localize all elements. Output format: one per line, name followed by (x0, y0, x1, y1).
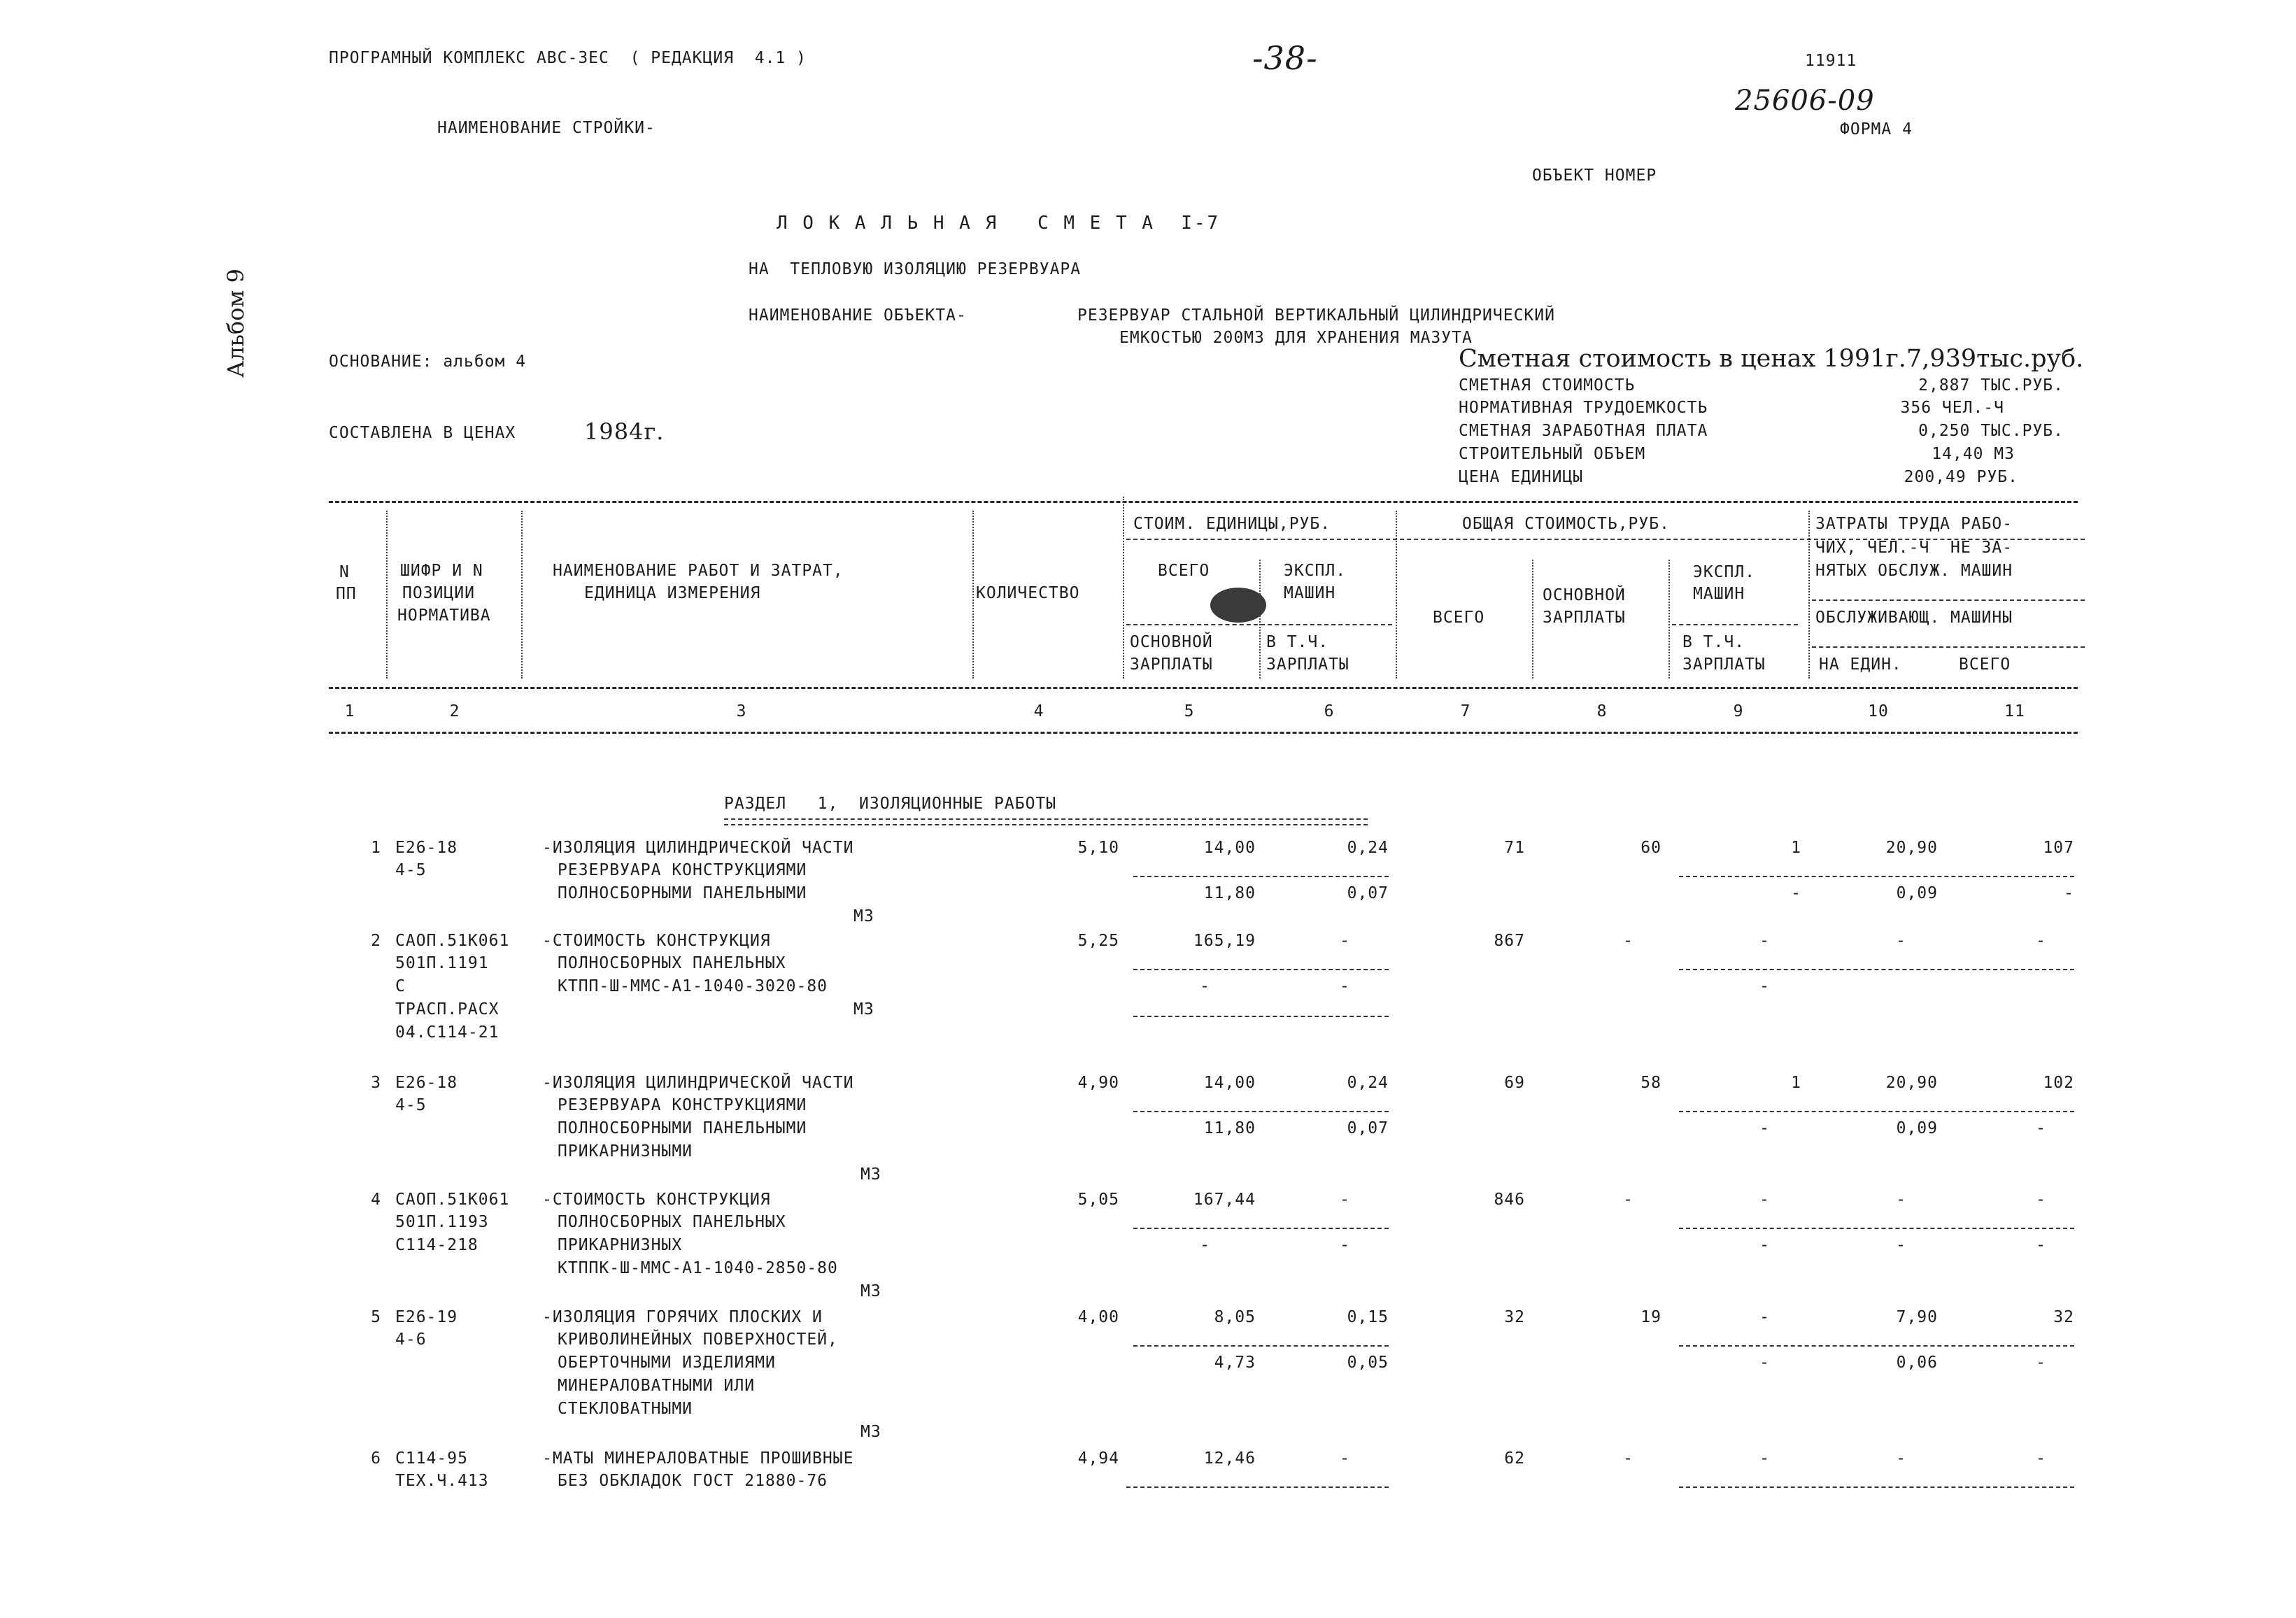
hdr-bottom-rule (329, 687, 2078, 689)
sostavlena-year: 1984г. (584, 418, 665, 445)
col-number: 11 (2004, 702, 2025, 721)
row-c10b: 0,09 (1896, 884, 1938, 902)
row-n: 5 (371, 1308, 381, 1326)
hdr-col2-a: ШИФР И N (400, 562, 483, 580)
row-c11: 102 (2043, 1074, 2074, 1092)
hdr-unit-machines-a: ЭКСПЛ. (1284, 562, 1347, 580)
row-code: 501П.1193 (395, 1213, 489, 1231)
summary-label: СТРОИТЕЛЬНЫЙ ОБЪЕМ (1459, 445, 1646, 463)
row-name: -СТОИМОСТЬ КОНСТРУКЦИЯ (542, 932, 771, 950)
row-c7: 846 (1494, 1191, 1525, 1209)
row-c5b: 4,73 (1214, 1354, 1256, 1372)
row-c5: 165,19 (1193, 932, 1256, 950)
summary-label: ЦЕНА ЕДИНИЦЫ (1459, 468, 1584, 486)
col-sep (1259, 560, 1261, 679)
object-line-2: ЕМКОСТЬЮ 200М3 ДЛЯ ХРАНЕНИЯ МАЗУТА (1119, 329, 1473, 347)
row-c7: 62 (1504, 1449, 1525, 1468)
row-c11: 107 (2043, 839, 2074, 857)
hdr-labor-total: ВСЕГО (1959, 655, 2011, 674)
row-c5: 14,00 (1203, 1074, 1256, 1092)
row-name: БЕЗ ОБКЛАДОК ГОСТ 21880-76 (558, 1472, 828, 1490)
row-c5: 12,46 (1203, 1449, 1256, 1468)
row-c5: 8,05 (1214, 1308, 1256, 1326)
osnovanie: ОСНОВАНИЕ: альбом 4 (329, 353, 527, 371)
row-c9: - (1759, 932, 1770, 950)
row-name: ПОЛНОСБОРНЫМИ ПАНЕЛЬНЫМИ (558, 884, 807, 902)
row-code: 501П.1191 (395, 954, 489, 972)
row-c8: 58 (1640, 1074, 1661, 1092)
row-c5b: 11,80 (1203, 1119, 1256, 1137)
hdr-col4: КОЛИЧЕСТВО (976, 584, 1080, 602)
hdr-total-salary-a: ОСНОВНОЙ (1543, 586, 1626, 604)
row-c8: 19 (1640, 1308, 1661, 1326)
summary-value: 356 ЧЕЛ.-Ч (1900, 399, 2004, 417)
sub-rule (1679, 1345, 2074, 1347)
row-c6b: 0,07 (1347, 1119, 1389, 1137)
code-top: 11911 (1805, 52, 1857, 70)
row-c9b: - (1759, 977, 1770, 995)
hdr-col1-b: ПП (336, 585, 357, 603)
row-name: КРИВОЛИНЕЙНЫХ ПОВЕРХНОСТЕЙ, (558, 1330, 838, 1349)
col-number: 6 (1324, 702, 1335, 721)
hdr-total-all: ВСЕГО (1433, 609, 1485, 627)
row-qty: 5,05 (1077, 1191, 1119, 1209)
summary-value: 2,887 ТЫС.РУБ. (1918, 376, 2064, 395)
col-number: 8 (1596, 702, 1608, 721)
object-line-1: РЕЗЕРВУАР СТАЛЬНОЙ ВЕРТИКАЛЬНЫЙ ЦИЛИНДРИЧЕСКИЙ (1077, 306, 1555, 325)
hdr-col3-a: НАИМЕНОВАНИЕ РАБОТ И ЗАТРАТ, (553, 562, 844, 580)
row-n: 2 (371, 932, 381, 950)
ink-blot (1210, 588, 1266, 623)
sub-rule (1679, 969, 2074, 970)
row-code: Е26-18 (395, 1074, 458, 1092)
col-sep (1396, 511, 1397, 679)
row-code: Е26-19 (395, 1308, 458, 1326)
object-label: НАИМЕНОВАНИЕ ОБЪЕКТА- (749, 306, 967, 325)
col-sep (972, 511, 974, 679)
hdr-total-incl-b: ЗАРПЛАТЫ (1682, 655, 1766, 674)
hdr-unit-salary-b: ЗАРПЛАТЫ (1130, 655, 1213, 674)
col-number: 1 (344, 702, 355, 721)
row-n: 3 (371, 1074, 381, 1092)
row-c7: 71 (1504, 839, 1525, 857)
section-underline (724, 818, 1368, 825)
row-code: САОП.51К061 (395, 1191, 510, 1209)
col-sep (1123, 497, 1124, 679)
row-c8: - (1623, 1191, 1634, 1209)
col-sep (1532, 560, 1533, 679)
col-number-rule (329, 732, 2078, 734)
col-number: 5 (1184, 702, 1195, 721)
row-code: 4-5 (395, 1096, 427, 1114)
sub-rule (1679, 876, 2074, 877)
hdr-rule (1672, 624, 1798, 625)
sub-rule (1133, 876, 1389, 877)
smeta-title: Л О К А Л Ь Н А Я С М Е Т А I-7 (777, 213, 1221, 234)
row-c6: - (1340, 1449, 1350, 1468)
row-code: 4-6 (395, 1330, 427, 1349)
row-code: Е26-18 (395, 839, 458, 857)
row-unit: М3 (860, 1282, 881, 1300)
row-name: РЕЗЕРВУАРА КОНСТРУКЦИЯМИ (558, 1096, 807, 1114)
row-c10: 7,90 (1896, 1308, 1938, 1326)
cost-1991: Сметная стоимость в ценах 1991г.7,939тыс.руб. (1459, 345, 2084, 373)
hdr-rule (1812, 599, 2085, 601)
row-code: С114-218 (395, 1236, 479, 1254)
row-name: -ИЗОЛЯЦИЯ ЦИЛИНДРИЧЕСКОЙ ЧАСТИ (542, 1074, 854, 1092)
row-c9: - (1759, 1449, 1770, 1468)
row-name: МИНЕРАЛОВАТНЫМИ ИЛИ (558, 1377, 756, 1395)
row-name: -ИЗОЛЯЦИЯ ЦИЛИНДРИЧЕСКОЙ ЧАСТИ (542, 839, 854, 857)
row-name: ПОЛНОСБОРНЫМИ ПАНЕЛЬНЫМИ (558, 1119, 807, 1137)
row-c7: 867 (1494, 932, 1525, 950)
row-c10: 20,90 (1885, 839, 1938, 857)
col-sep (521, 511, 523, 679)
col-number: 7 (1460, 702, 1471, 721)
row-c9: - (1759, 1308, 1770, 1326)
hdr-rule (1812, 646, 2085, 648)
hdr-labor-serv: ОБСЛУЖИВАЮЩ. МАШИНЫ (1815, 609, 2013, 627)
row-name: -ИЗОЛЯЦИЯ ГОРЯЧИХ ПЛОСКИХ И (542, 1308, 823, 1326)
hdr-col2-b: ПОЗИЦИИ (402, 584, 475, 602)
table-top-rule (329, 501, 2078, 503)
row-c11: 32 (2053, 1308, 2074, 1326)
sub-rule (1133, 1228, 1389, 1229)
col-number: 10 (1868, 702, 1889, 721)
summary-label: СМЕТНАЯ СТОИМОСТЬ (1459, 376, 1636, 395)
row-c7: 69 (1504, 1074, 1525, 1092)
row-c9: 1 (1791, 839, 1801, 857)
row-c6b: 0,07 (1347, 884, 1389, 902)
row-code: С114-95 (395, 1449, 468, 1468)
row-qty: 5,10 (1077, 839, 1119, 857)
row-name: ОБЕРТОЧНЫМИ ИЗДЕЛИЯМИ (558, 1354, 776, 1372)
row-c8: - (1623, 1449, 1634, 1468)
row-unit: М3 (860, 1423, 881, 1441)
section-title: РАЗДЕЛ 1, ИЗОЛЯЦИОННЫЕ РАБОТЫ (724, 795, 1057, 813)
hdr-total-machines-b: МАШИН (1693, 585, 1745, 603)
row-c8: - (1623, 932, 1634, 950)
row-name: КТППК-Ш-ММС-А1-1040-2850-80 (558, 1259, 838, 1277)
sub-rule (1679, 1486, 2074, 1488)
hdr-total-cost: ОБЩАЯ СТОИМОСТЬ,РУБ. (1462, 515, 1670, 533)
row-c7: 32 (1504, 1308, 1525, 1326)
row-c11b: - (2064, 884, 2074, 902)
summary-value: 200,49 РУБ. (1904, 468, 2018, 486)
col-number: 3 (736, 702, 747, 721)
row-c8: 60 (1640, 839, 1661, 857)
row-name: ПРИКАРНИЗНЫХ (558, 1236, 683, 1254)
row-code: ТРАСП.РАСХ (395, 1000, 499, 1019)
doc-number: 25606-09 (1735, 85, 1875, 117)
summary-value: 0,250 ТЫС.РУБ. (1918, 422, 2064, 440)
row-name: ПОЛНОСБОРНЫХ ПАНЕЛЬНЫХ (558, 954, 786, 972)
row-name: ПРИКАРНИЗНЫМИ (558, 1142, 693, 1161)
row-name: КТПП-Ш-ММС-А1-1040-3020-80 (558, 977, 828, 995)
row-qty: 4,94 (1077, 1449, 1119, 1468)
row-c6: - (1340, 1191, 1350, 1209)
hdr-unit-incl-b: ЗАРПЛАТЫ (1266, 655, 1349, 674)
row-name: ПОЛНОСБОРНЫХ ПАНЕЛЬНЫХ (558, 1213, 786, 1231)
hdr-unit-salary-a: ОСНОВНОЙ (1130, 633, 1213, 651)
row-c11: - (2036, 1191, 2046, 1209)
row-c10b: 0,09 (1896, 1119, 1938, 1137)
row-c11b: - (2036, 1354, 2046, 1372)
hdr-unit-incl-a: В Т.Ч. (1266, 633, 1329, 651)
row-c6b: 0,05 (1347, 1354, 1389, 1372)
row-c5: 167,44 (1193, 1191, 1256, 1209)
hdr-unit-total: ВСЕГО (1158, 562, 1210, 580)
summary-label: НОРМАТИВНАЯ ТРУДОЕМКОСТЬ (1459, 399, 1708, 417)
col-number: 2 (449, 702, 460, 721)
col-sep (386, 511, 388, 679)
summary-label: СМЕТНАЯ ЗАРАБОТНАЯ ПЛАТА (1459, 422, 1708, 440)
row-c5: 14,00 (1203, 839, 1256, 857)
row-c9: 1 (1791, 1074, 1801, 1092)
row-qty: 4,90 (1077, 1074, 1119, 1092)
hdr-labor-c: НЯТЫХ ОБСЛУЖ. МАШИН (1815, 562, 2013, 580)
row-code: 04.С114-21 (395, 1023, 499, 1042)
col-number: 9 (1733, 702, 1744, 721)
row-name: -МАТЫ МИНЕРАЛОВАТНЫЕ ПРОШИВНЫЕ (542, 1449, 854, 1468)
row-unit: М3 (860, 1165, 881, 1184)
row-c5b: - (1200, 977, 1210, 995)
row-c6b: - (1340, 977, 1350, 995)
sub-rule (1133, 1016, 1389, 1017)
side-album-label: Альбом 9 (222, 269, 249, 378)
row-c11: - (2036, 932, 2046, 950)
object-number-label: ОБЪЕКТ НОМЕР (1532, 166, 1657, 185)
row-code: 4-5 (395, 861, 427, 879)
row-unit: М3 (853, 1000, 874, 1019)
row-n: 1 (371, 839, 381, 857)
program-title: ПРОГРАМНЫЙ КОМПЛЕКС АВС-3ЕС ( РЕДАКЦИЯ 4.1 ) (329, 49, 807, 67)
summary-value: 14,40 М3 (1932, 445, 2015, 463)
row-qty: 5,25 (1077, 932, 1119, 950)
row-n: 4 (371, 1191, 381, 1209)
sub-rule (1679, 1228, 2074, 1229)
row-c10b: 0,06 (1896, 1354, 1938, 1372)
row-c6: 0,24 (1347, 1074, 1389, 1092)
smeta-subject: НА ТЕПЛОВУЮ ИЗОЛЯЦИЮ РЕЗЕРВУАРА (749, 260, 1082, 278)
row-n: 6 (371, 1449, 381, 1468)
hdr-unit-machines-b: МАШИН (1284, 584, 1336, 602)
hdr-col3-b: ЕДИНИЦА ИЗМЕРЕНИЯ (584, 584, 761, 602)
hdr-labor-a: ЗАТРАТЫ ТРУДА РАБО- (1815, 515, 2013, 533)
row-c9: - (1759, 1191, 1770, 1209)
hdr-col2-c: НОРМАТИВА (397, 606, 491, 625)
sub-rule (1133, 1345, 1389, 1347)
row-c5b: 11,80 (1203, 884, 1256, 902)
row-name: РЕЗЕРВУАРА КОНСТРУКЦИЯМИ (558, 861, 807, 879)
row-c10b: - (1896, 1236, 1906, 1254)
row-c9b: - (1759, 1354, 1770, 1372)
row-c6: - (1340, 932, 1350, 950)
row-c5b: - (1200, 1236, 1210, 1254)
col-sep (1808, 511, 1810, 679)
row-c6b: - (1340, 1236, 1350, 1254)
hdr-total-machines-a: ЭКСПЛ. (1693, 563, 1756, 581)
col-number: 4 (1033, 702, 1044, 721)
row-c11: - (2036, 1449, 2046, 1468)
sub-rule (1679, 1111, 2074, 1112)
hdr-unit-cost: СТОИМ. ЕДИНИЦЫ,РУБ. (1133, 515, 1331, 533)
hdr-labor-unit: НА ЕДИН. (1819, 655, 1902, 674)
row-qty: 4,00 (1077, 1308, 1119, 1326)
row-code: ТЕХ.Ч.413 (395, 1472, 489, 1490)
sub-rule (1133, 1111, 1389, 1112)
row-c11b: - (2036, 1119, 2046, 1137)
hdr-rule (1126, 539, 2085, 540)
hdr-total-incl-a: В Т.Ч. (1682, 633, 1745, 651)
row-c6: 0,15 (1347, 1308, 1389, 1326)
row-code: САОП.51К061 (395, 932, 510, 950)
hdr-labor-b: ЧИХ, ЧЕЛ.-Ч НЕ ЗА- (1815, 539, 2013, 557)
row-c10: 20,90 (1885, 1074, 1938, 1092)
form-label: ФОРМА 4 (1840, 120, 1913, 139)
row-c9b: - (1759, 1236, 1770, 1254)
row-c10: - (1896, 1449, 1906, 1468)
sub-rule (1133, 969, 1389, 970)
row-c11b: - (2036, 1236, 2046, 1254)
row-code: С (395, 977, 406, 995)
row-name-label: НАИМЕНОВАНИЕ СТРОЙКИ- (437, 119, 656, 137)
row-unit: М3 (853, 907, 874, 925)
row-c10: - (1896, 932, 1906, 950)
row-c10: - (1896, 1191, 1906, 1209)
row-c6: 0,24 (1347, 839, 1389, 857)
sub-rule (1126, 1486, 1389, 1488)
row-c9b: - (1791, 884, 1801, 902)
row-c9b: - (1759, 1119, 1770, 1137)
col-sep (1668, 560, 1670, 679)
hdr-total-salary-b: ЗАРПЛАТЫ (1543, 609, 1626, 627)
page-number: -38- (1252, 39, 1318, 77)
row-name: СТЕКЛОВАТНЫМИ (558, 1400, 693, 1418)
sostavlena-label: СОСТАВЛЕНА В ЦЕНАХ (329, 424, 527, 442)
hdr-col1-a: N (339, 563, 350, 581)
row-name: -СТОИМОСТЬ КОНСТРУКЦИЯ (542, 1191, 771, 1209)
